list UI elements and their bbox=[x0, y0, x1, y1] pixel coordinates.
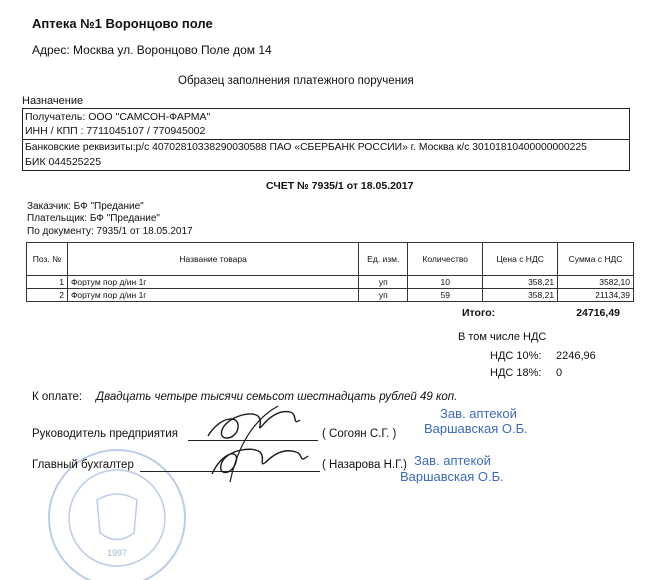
sample-title: Образец заполнения платежного поручения bbox=[178, 75, 414, 87]
bank-box bbox=[22, 139, 630, 171]
vat10-value: 2246,96 bbox=[556, 350, 596, 362]
inn-kpp: ИНН / КПП : 7711045107 / 770945002 bbox=[25, 125, 206, 137]
table-header-row bbox=[27, 243, 634, 276]
pharmacy-name: Аптека №1 Воронцово поле bbox=[32, 16, 213, 31]
row-sum: 21134,39 bbox=[558, 289, 634, 302]
vat-included: В том числе НДС bbox=[458, 331, 547, 343]
stamp2-line1: Зав. аптекой bbox=[414, 453, 491, 468]
items-table bbox=[26, 242, 634, 302]
itogo-label: Итого: bbox=[462, 307, 496, 319]
stamp1-line2: Варшавская О.Б. bbox=[424, 421, 528, 436]
col-qty: Количество bbox=[408, 243, 483, 276]
vat18-label: НДС 18%: bbox=[490, 367, 542, 379]
stamp2-line2: Варшавская О.Б. bbox=[400, 469, 504, 484]
vat10-label: НДС 10%: bbox=[490, 350, 542, 362]
address-value: Москва ул. Воронцово Поле дом 14 bbox=[73, 43, 272, 57]
director-name: ( Согоян С.Г. ) bbox=[322, 428, 397, 440]
row-pos: 2 bbox=[27, 289, 68, 302]
invoice-title: СЧЕТ № 7935/1 от 18.05.2017 bbox=[266, 180, 414, 192]
handwritten-signature bbox=[200, 396, 320, 486]
table-row bbox=[27, 276, 634, 289]
bik: БИК 044525225 bbox=[25, 156, 102, 168]
purpose-label: Назначение bbox=[22, 95, 84, 107]
accountant-label: Главный бухгалтер bbox=[32, 459, 134, 471]
itogo-value: 24716,49 bbox=[576, 307, 620, 319]
address-label: Адрес: bbox=[32, 43, 70, 57]
col-price: Цена с НДС bbox=[483, 243, 558, 276]
stamp1-line1: Зав. аптекой bbox=[440, 406, 517, 421]
payment-due-words: Двадцать четыре тысячи семьсот шестнадцать рублей 49 коп. bbox=[96, 391, 458, 403]
address-line bbox=[32, 43, 272, 57]
row-name: Фортум пор д/ин 1г bbox=[67, 289, 358, 302]
director-label: Руководитель предприятия bbox=[32, 428, 178, 440]
row-sum: 3582,10 bbox=[558, 276, 634, 289]
row-price: 358,21 bbox=[483, 289, 558, 302]
recipient: Получатель: ООО "САМСОН-ФАРМА" bbox=[25, 111, 211, 123]
seal-year: 1997 bbox=[106, 548, 128, 558]
col-name: Название товара bbox=[67, 243, 358, 276]
row-price: 358,21 bbox=[483, 276, 558, 289]
bank-details: Банковские реквизиты:р/с 40702810338290030588 ПАО «СБЕРБАНК РОССИИ» г. Москва к/с 30101810400000000225 bbox=[25, 142, 587, 153]
payment-due-label: К оплате: bbox=[32, 391, 83, 403]
recipient-box bbox=[22, 108, 630, 140]
col-pos: Поз. № bbox=[27, 243, 68, 276]
table-row bbox=[27, 289, 634, 302]
customer: Заказчик: БФ "Предание" bbox=[27, 201, 144, 212]
row-qty: 59 bbox=[408, 289, 483, 302]
row-qty: 10 bbox=[408, 276, 483, 289]
vat18-value: 0 bbox=[556, 367, 563, 379]
row-unit: уп bbox=[359, 289, 408, 302]
accountant-name: ( Назарова Н.Г.) bbox=[322, 459, 407, 471]
payer: Плательщик: БФ "Предание" bbox=[27, 213, 160, 224]
row-unit: уп bbox=[359, 276, 408, 289]
row-pos: 1 bbox=[27, 276, 68, 289]
col-unit: Ед. изм. bbox=[359, 243, 408, 276]
row-name: Фортум пор д/ин 1г bbox=[67, 276, 358, 289]
document-ref: По документу: 7935/1 от 18.05.2017 bbox=[27, 226, 193, 237]
col-sum: Сумма с НДС bbox=[558, 243, 634, 276]
